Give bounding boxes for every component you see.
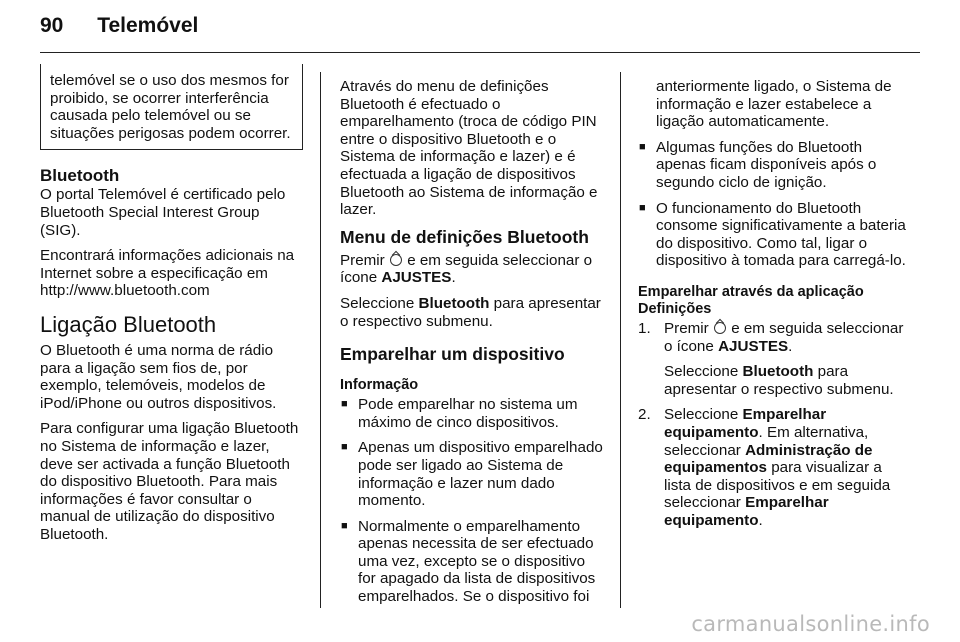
list-item: ■ Algumas funções do Bluetooth apenas ficam disponíveis após o segundo ciclo de ignição. (638, 139, 906, 192)
list-item: ■ Normalmente o emparelhamento apenas necessita de ser efectuado uma vez, excepto se o dispositivo for apagado da lista de dispositivos emparelhados. Se o dispositivo foi (340, 518, 606, 606)
warning-text: telemóvel se o uso dos mesmos for proibido, se ocorrer interferência causada pelo telemóvel ou se situações perigosas podem ocorrer. (50, 72, 291, 142)
info-heading: Informação (340, 377, 419, 394)
info-list (638, 139, 906, 270)
column-divider (320, 72, 321, 608)
pair-heading: Emparelhar um dispositivo (340, 344, 565, 365)
bluetooth-label: Bluetooth (742, 363, 814, 381)
list-item: ■ Pode emparelhar no sistema um máximo de cinco dispositivos. (340, 396, 606, 431)
column-middle (340, 78, 606, 614)
menu-paragraph: Premir e em seguida seleccionar o ícone AJUSTES. (340, 251, 593, 287)
app-pair-heading: Emparelhar através da aplicação Definições (638, 283, 864, 317)
pair-device-label: Emparelhar equipamento (664, 406, 827, 441)
section-paragraph: Para configurar uma ligação Bluetooth no Sistema de informação e lazer, deve ser activada a função Bluetooth do dispositivo Bluetooth. Para mais informações é favor consultar o manual de utilização do dispositivo Bluetooth. (40, 420, 299, 543)
device-admin-label: Administração de equipamentos (664, 441, 873, 477)
column-right (638, 78, 906, 537)
step-item: 2. Seleccione Emparelhar equipamento. Em alternativa, seleccionar Administração de equipamentos para visualizar a lista de dispositivos e em seguida seleccionar Emparelhar equipamento. (638, 406, 891, 529)
list-item: ■ Apenas um dispositivo emparelhado pode ser ligado ao Sistema de informação e lazer num dado momento. (340, 439, 606, 509)
step-subtext: Seleccione Bluetooth para apresentar o respectivo submenu. (664, 363, 894, 398)
bluetooth-paragraph: O portal Telemóvel é certificado pelo Bluetooth Special Interest Group (SIG). (40, 186, 286, 239)
ajustes-label: AJUSTES (381, 269, 452, 287)
page-number: 90 (40, 14, 64, 37)
home-icon (714, 322, 726, 334)
bluetooth-heading: Bluetooth (40, 166, 120, 186)
ajustes-label: AJUSTES (718, 337, 789, 355)
page-title: Telemóvel (97, 14, 199, 37)
bluetooth-label: Bluetooth (418, 294, 490, 312)
info-list (340, 396, 606, 606)
column-divider (620, 72, 621, 608)
watermark: carmanualsonline.info (691, 612, 930, 636)
warning-box (40, 64, 303, 150)
section-paragraph: O Bluetooth é uma norma de rádio para a ligação sem fios de, por exemplo, telemóveis, modelos de iPod/iPhone ou outros dispositivos. (40, 341, 277, 412)
list-item: ■ O funcionamento do Bluetooth consome significativamente a bateria do dispositivo. Como tal, ligar o dispositivo à tomada para carregá-lo. (638, 200, 906, 270)
bluetooth-paragraph: Encontrará informações adicionais na Internet sobre a especificação em http://www.bluetooth.com (40, 247, 295, 300)
continued-text: anteriormente ligado, o Sistema de informação e lazer estabelece a ligação automaticamente. (656, 78, 892, 131)
menu-heading: Menu de definições Bluetooth (340, 226, 589, 247)
home-icon (390, 254, 402, 266)
steps-list (638, 320, 906, 530)
column-left (40, 72, 303, 551)
step-item: 1. Premir e em seguida seleccionar o ícone AJUSTES. Seleccione Bluetooth para apresentar o respectivo submenu. (638, 320, 906, 398)
section-heading: Ligação Bluetooth (40, 311, 217, 337)
pair-device-label: Emparelhar equipamento (664, 494, 829, 529)
header-rule (40, 52, 920, 53)
menu-paragraph: Seleccione Bluetooth para apresentar o respectivo submenu. (340, 294, 601, 330)
page-header (40, 14, 198, 38)
intro-paragraph: Através do menu de definições Bluetooth é efectuado o emparelhamento (troca de código PIN entre o dispositivo Bluetooth e o Sistema de informação e lazer) e é efectuada a ligação de dispositivos Bluetooth ao Sistema de informação e lazer. (340, 78, 598, 219)
